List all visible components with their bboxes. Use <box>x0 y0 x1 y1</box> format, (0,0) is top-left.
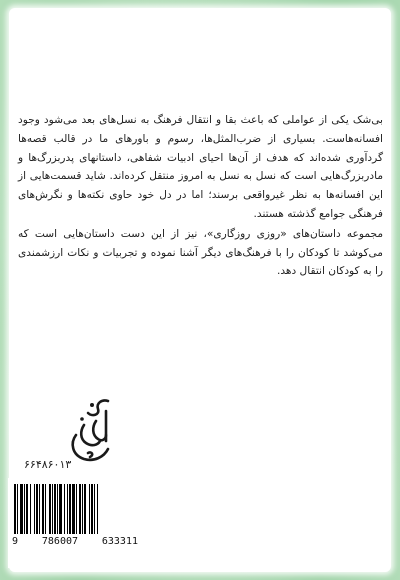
barcode-bar <box>72 484 75 534</box>
book-code: ۶۶۴۸۶۰۱۳ <box>24 458 72 471</box>
barcode-bar <box>39 484 40 534</box>
isbn-group-2: 633311 <box>101 536 138 547</box>
barcode-bar <box>24 484 25 534</box>
description-text <box>18 111 383 281</box>
barcode-bar <box>34 484 35 534</box>
barcode-bar <box>49 484 51 534</box>
barcode-bar <box>91 484 93 534</box>
barcode-bar <box>64 484 65 534</box>
barcode-bar <box>59 484 62 534</box>
barcode-bar <box>69 484 71 534</box>
barcode-bar <box>52 484 53 534</box>
barcode-bar <box>79 484 81 534</box>
barcode-bar <box>17 484 18 534</box>
barcode-bar <box>94 484 95 534</box>
barcode-bar <box>82 484 83 534</box>
isbn-barcode <box>14 484 135 534</box>
publisher-logo <box>62 395 120 467</box>
barcode-bar <box>76 484 77 534</box>
isbn-number <box>12 536 138 547</box>
barcode-bar <box>42 484 44 534</box>
barcode-bar <box>14 484 16 534</box>
barcode-bar <box>67 484 68 534</box>
barcode-bar <box>54 484 56 534</box>
barcode-bar <box>26 484 28 534</box>
description-paragraph-2: مجموعه داستان‌های «روزی روزگاری»، نیز از این دست داستان‌هایی است که می‌کوشد تا کودکان را با فرهنگ‌های دیگر آشنا نموده و تجربیات و نکات ارزشمندی را به کودکان انتقال دهد. <box>18 227 383 278</box>
barcode-bar <box>36 484 38 534</box>
barcode-bar <box>84 484 86 534</box>
description-paragraph-1: بی‌شک یکی از عواملی که باعث بقا و انتقال فرهنگ به نسل‌های بعد می‌شود وجود افسانه‌هاست. بسیاری از ضرب‌المثل‌ها، رسوم و باورهای ما در قالب قصه‌ها گردآوری شده‌اند که هدف از آن‌ها احیای ادبیات شفاهی، داستانهای پدربزرگ‌ها و مادربزرگ‌هایی است که نسل به نسل به امروز منتقل کرده‌اند. شاید قسمت‌هایی از این افسانه‌ها به نظر غیرواقعی برسند؛ اما در دل خود حاوی نکته‌ها و نگرش‌های فرهنگی جوامع گذشته هستند. <box>18 114 383 220</box>
barcode-bar <box>57 484 58 534</box>
barcode-bar <box>45 484 46 534</box>
barcode-bar <box>30 484 31 534</box>
isbn-prefix: 9 <box>12 536 19 547</box>
isbn-group-1: 786007 <box>41 536 79 547</box>
barcode-bar <box>89 484 90 534</box>
barcode-bar <box>20 484 23 534</box>
barcode-bar <box>97 484 98 534</box>
